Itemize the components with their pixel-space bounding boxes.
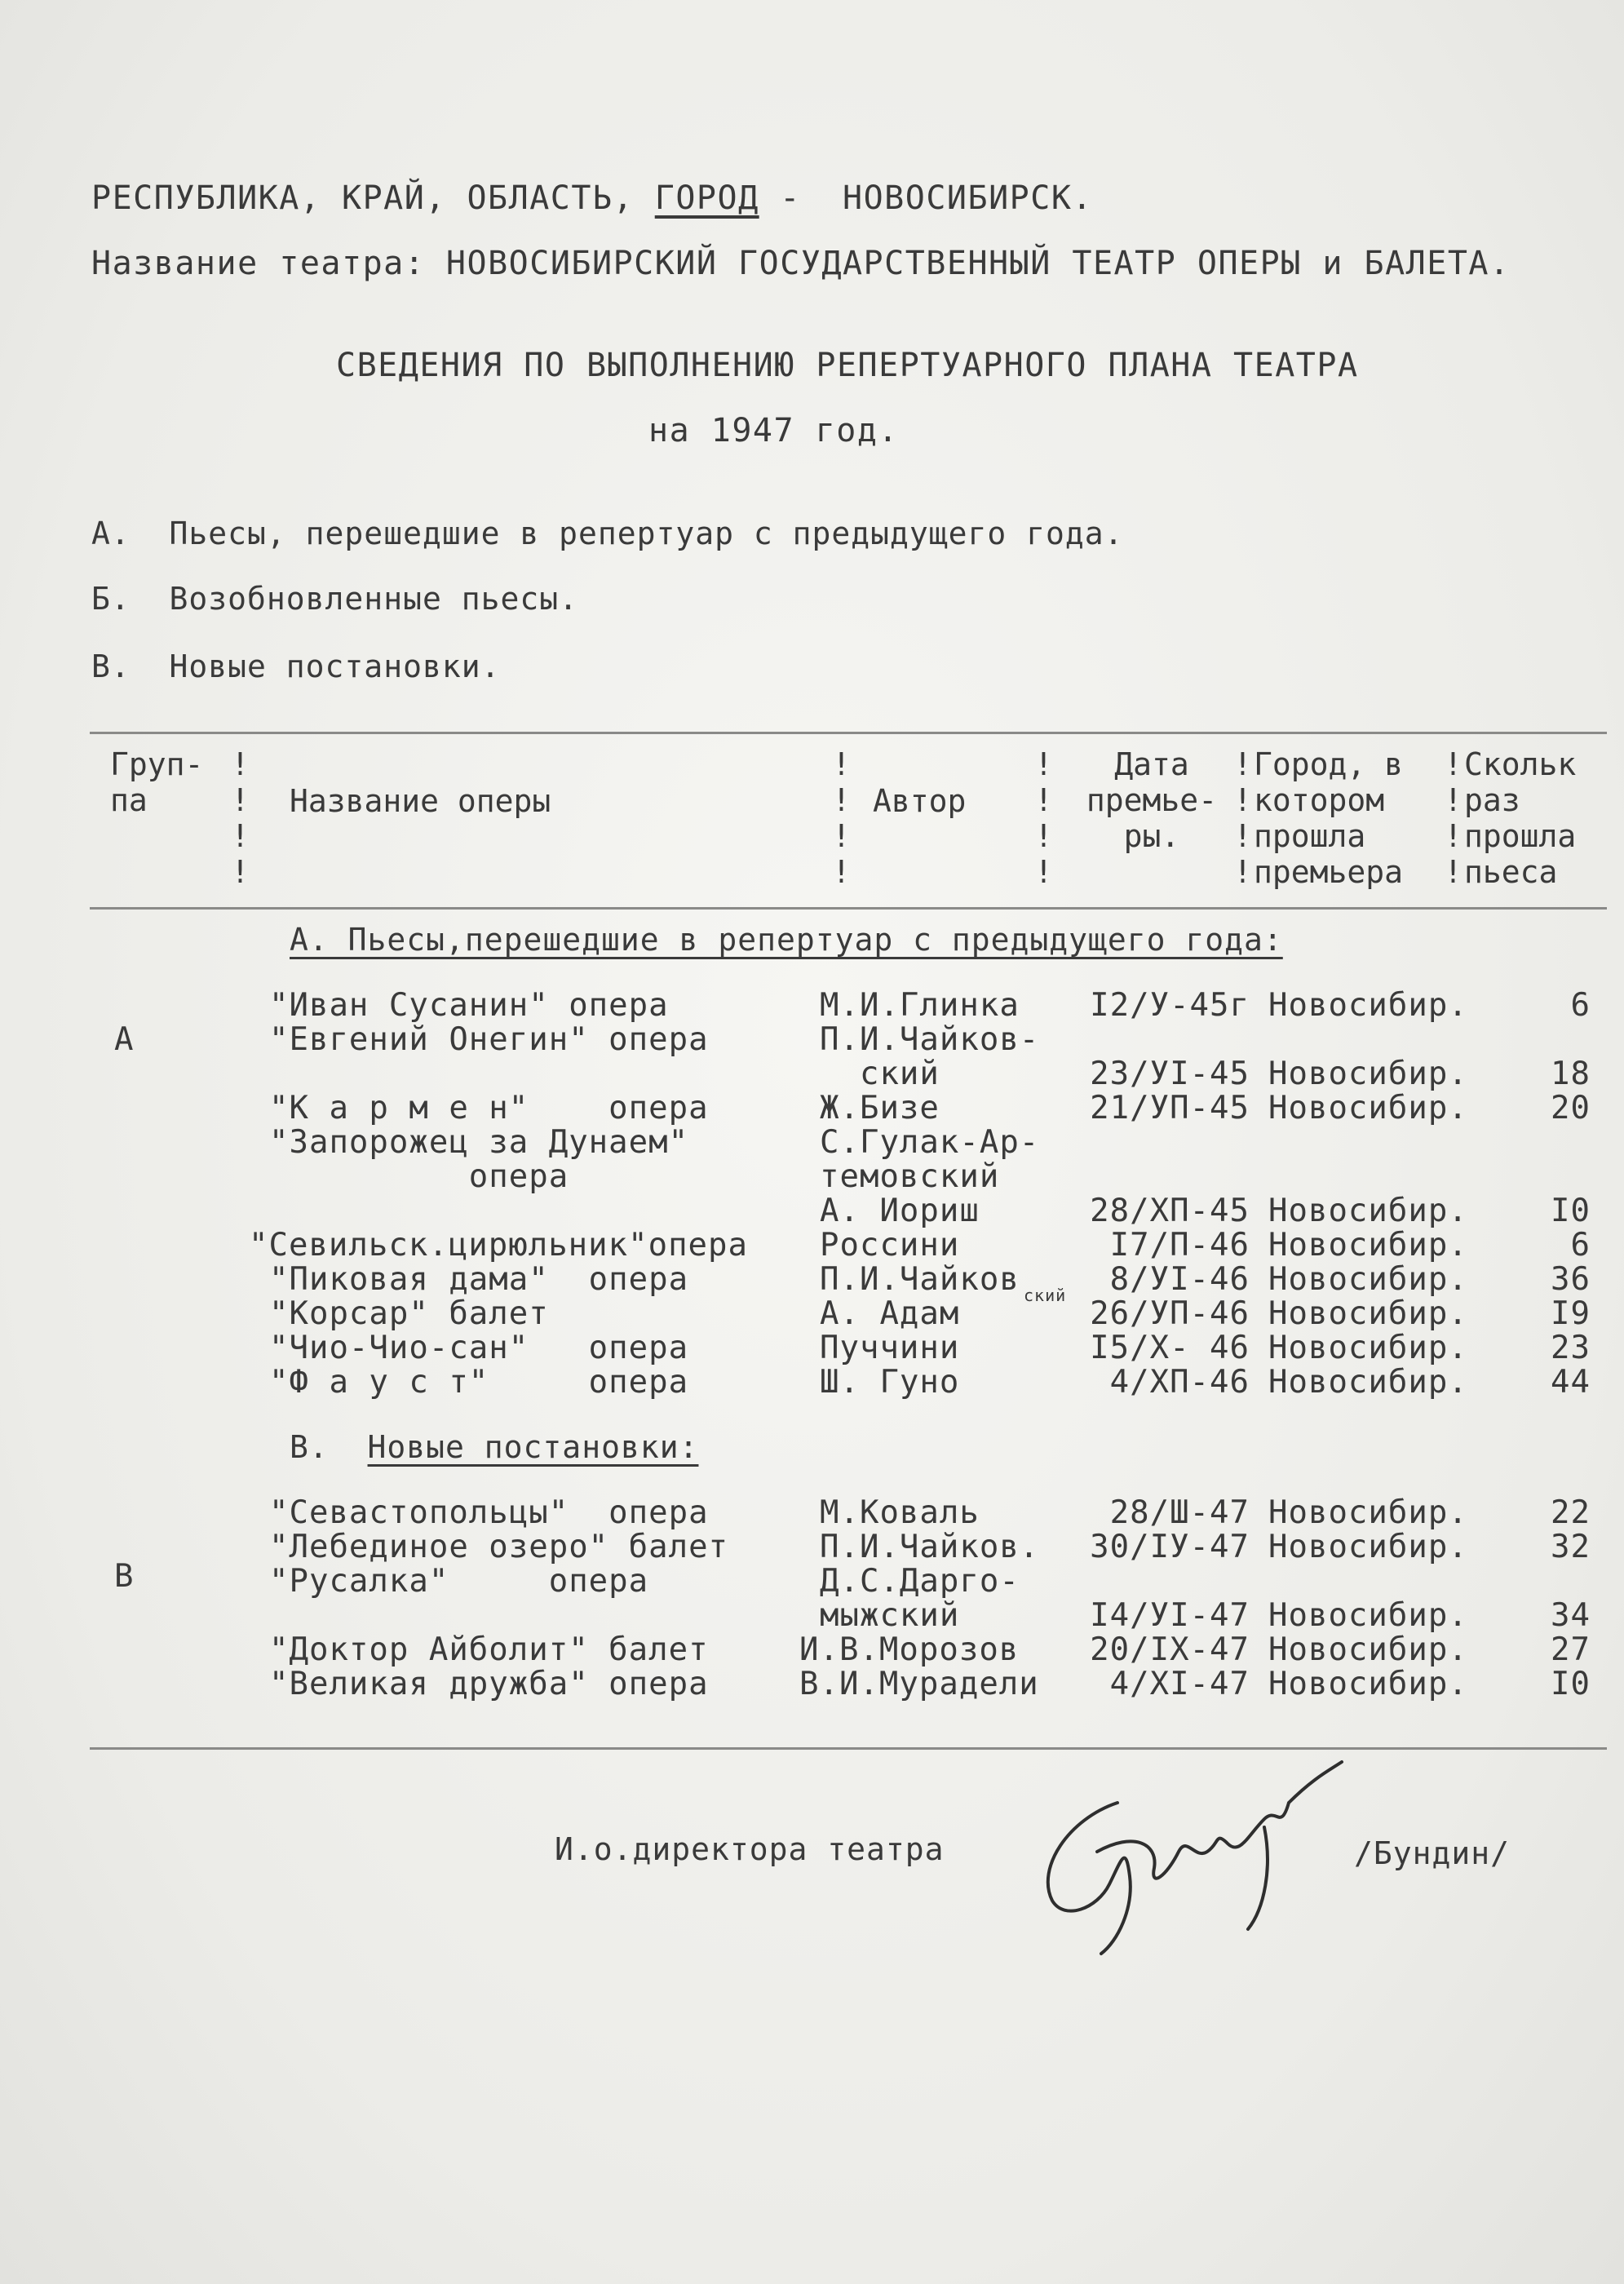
table-row-city: Новосибир. xyxy=(1268,1090,1468,1127)
document-year: на 1947 год. xyxy=(648,412,899,449)
table-header-rule xyxy=(90,907,1607,910)
table-row-name: "Ф а у с т" опера xyxy=(269,1364,689,1401)
table-row-count: 32 xyxy=(1551,1529,1591,1565)
table-row-name: "Севильск.цирюльник"опера xyxy=(249,1227,748,1264)
document-title: СВЕДЕНИЯ ПО ВЫПОЛНЕНИЮ РЕПЕРТУАРНОГО ПЛАНА ТЕАТРА xyxy=(336,347,1359,384)
signature-image xyxy=(1020,1754,1370,1966)
col-divider: ! ! ! ! xyxy=(1233,746,1252,890)
table-row-city: Новосибир. xyxy=(1268,1227,1468,1264)
table-row-name: "Доктор Айболит" балет xyxy=(269,1631,709,1668)
table-row-name: "Чио-Чио-сан" опера xyxy=(269,1330,689,1366)
col-header-count: Скольк раз прошла пьеса xyxy=(1464,746,1577,890)
col-divider: ! ! ! ! xyxy=(832,746,851,890)
table-row-city: Новосибир. xyxy=(1268,1193,1468,1229)
table-row-date: I4/УI-47 xyxy=(1090,1597,1250,1634)
table-row-city: Новосибир. xyxy=(1268,1529,1468,1565)
table-row-author: М.И.Глинка xyxy=(820,987,1020,1024)
table-row-date: 28/Ш-47 xyxy=(1109,1494,1250,1531)
signatory-name: /Бундин/ xyxy=(1354,1835,1511,1871)
table-row-date: 26/УП-46 xyxy=(1090,1295,1250,1332)
table-row-city: Новосибир. xyxy=(1268,1597,1468,1634)
table-row-count: 18 xyxy=(1551,1056,1591,1092)
table-top-rule xyxy=(90,732,1607,734)
table-row-city: Новосибир. xyxy=(1268,1261,1468,1298)
region-line: РЕСПУБЛИКА, КРАЙ, ОБЛАСТЬ, ГОРОД - НОВОСИБИРСК. xyxy=(91,179,1093,217)
table-row-author: Д.С.Дарго- xyxy=(820,1563,1020,1600)
table-row-author: Пуччини xyxy=(820,1330,960,1366)
section-a-group: А xyxy=(114,1021,135,1058)
table-row-date: 30/IУ-47 xyxy=(1090,1529,1250,1565)
table-row-count: 44 xyxy=(1551,1364,1591,1401)
table-row-count: 22 xyxy=(1551,1494,1591,1531)
table-row-count: 27 xyxy=(1551,1631,1591,1668)
table-row-date: 28/ХП-45 xyxy=(1090,1193,1250,1229)
col-divider: ! ! ! ! xyxy=(1034,746,1053,890)
table-row-name: "Пиковая дама" опера xyxy=(269,1261,689,1298)
table-row-city: Новосибир. xyxy=(1268,1631,1468,1668)
table-row-author: темовский xyxy=(820,1158,1000,1195)
col-divider: ! ! ! ! xyxy=(231,746,250,890)
table-row-author: Россини xyxy=(820,1227,960,1264)
table-row-name: "Евгений Онегин" опера xyxy=(269,1021,709,1058)
table-row-date: 8/УI-46 xyxy=(1109,1261,1250,1298)
table-row-city: Новосибир. xyxy=(1268,1056,1468,1092)
table-row-count: I9 xyxy=(1551,1295,1591,1332)
table-row-name: "Русалка" опера xyxy=(269,1563,649,1600)
table-row-count: 20 xyxy=(1551,1090,1591,1127)
signatory-role: И.о.директора театра xyxy=(555,1831,945,1867)
table-row-date: 21/УП-45 xyxy=(1090,1090,1250,1127)
col-header-city: Город, в котором прошла премьера xyxy=(1254,746,1404,890)
table-row-city: Новосибир. xyxy=(1268,1330,1468,1366)
table-row-author: М.Коваль xyxy=(820,1494,980,1531)
region-city: НОВОСИБИРСК. xyxy=(843,179,1093,217)
col-header-author: Автор xyxy=(873,783,967,819)
table-row-count: 6 xyxy=(1570,1227,1591,1264)
table-row-author: П.И.Чайков- xyxy=(820,1021,1040,1058)
table-row-name: "К а р м е н" опера xyxy=(269,1090,709,1127)
col-divider: ! ! ! ! xyxy=(1444,746,1462,890)
table-row-author: И.В.Морозов xyxy=(799,1631,1020,1668)
region-city-word: ГОРОД xyxy=(654,179,759,217)
table-row-city: Новосибир. xyxy=(1268,1666,1468,1702)
table-row-date: 23/УI-45 xyxy=(1090,1056,1250,1092)
table-row-name: "Запорожец за Дунаем" xyxy=(269,1124,689,1161)
table-row-author: ский xyxy=(820,1056,940,1092)
chaikov-suffix: ский xyxy=(1024,1286,1067,1305)
table-row-count: 34 xyxy=(1551,1597,1591,1634)
section-b-title: В. Новые постановки: xyxy=(290,1429,699,1465)
table-row-count: I0 xyxy=(1551,1193,1591,1229)
table-row-author: мыжский xyxy=(820,1597,960,1634)
table-row-author: А. Иориш xyxy=(820,1193,980,1229)
col-header-name: Название оперы xyxy=(290,783,551,819)
table-row-author: П.И.Чайков xyxy=(820,1261,1020,1298)
table-row-count: 36 xyxy=(1551,1261,1591,1298)
table-row-author: В.И.Мурадели xyxy=(799,1666,1039,1702)
table-row-date: 4/ХП-46 xyxy=(1109,1364,1250,1401)
table-row-author: А. Адам xyxy=(820,1295,960,1332)
table-row-name: "Иван Сусанин" опера xyxy=(269,987,669,1024)
table-row-date: I7/П-46 xyxy=(1109,1227,1250,1264)
table-row-date: 20/IХ-47 xyxy=(1090,1631,1250,1668)
table-row-name: "Севастопольцы" опера xyxy=(269,1494,709,1531)
col-header-group: Груп- па xyxy=(110,746,204,818)
table-row-count: I0 xyxy=(1551,1666,1591,1702)
legend-item-a: А. Пьесы, перешедшие в репертуар с предыдущего года. xyxy=(91,516,1124,551)
table-row-name: опера xyxy=(269,1158,569,1195)
legend-item-c: В. Новые постановки. xyxy=(91,648,501,684)
table-row-date: I5/Х- 46 xyxy=(1090,1330,1250,1366)
table-row-author: Ж.Бизе xyxy=(820,1090,940,1127)
table-row-author: Ш. Гуно xyxy=(820,1364,960,1401)
table-row-author: П.И.Чайков. xyxy=(820,1529,1040,1565)
table-row-name: "Корсар" балет xyxy=(269,1295,549,1332)
table-row-name: "Великая дружба" опера xyxy=(269,1666,709,1702)
table-row-city: Новосибир. xyxy=(1268,1364,1468,1401)
table-row-date: 4/ХI-47 xyxy=(1109,1666,1250,1702)
theatre-line: Название театра: НОВОСИБИРСКИЙ ГОСУДАРСТВЕННЫЙ ТЕАТР ОПЕРЫ и БАЛЕТА. xyxy=(91,245,1511,282)
table-row-author: С.Гулак-Ар- xyxy=(820,1124,1040,1161)
col-header-date: Дата премье- ры. xyxy=(1086,746,1218,854)
table-row-name: "Лебединое озеро" балет xyxy=(269,1529,729,1565)
table-row-city: Новосибир. xyxy=(1268,987,1468,1024)
table-row-count: 6 xyxy=(1570,987,1591,1024)
section-b-group: В xyxy=(114,1558,135,1595)
table-bottom-rule xyxy=(90,1747,1607,1750)
legend-item-b: Б. Возобновленные пьесы. xyxy=(91,581,578,617)
table-row-count: 23 xyxy=(1551,1330,1591,1366)
table-row-city: Новосибир. xyxy=(1268,1494,1468,1531)
theatre-name: НОВОСИБИРСКИЙ ГОСУДАРСТВЕННЫЙ ТЕАТР ОПЕРЫ и БАЛЕТА. xyxy=(445,245,1511,282)
table-row-city: Новосибир. xyxy=(1268,1295,1468,1332)
section-a-title: А. Пьесы,перешедшие в репертуар с предыдущего года: xyxy=(290,922,1283,958)
table-row-date: I2/У-45г xyxy=(1090,987,1250,1024)
